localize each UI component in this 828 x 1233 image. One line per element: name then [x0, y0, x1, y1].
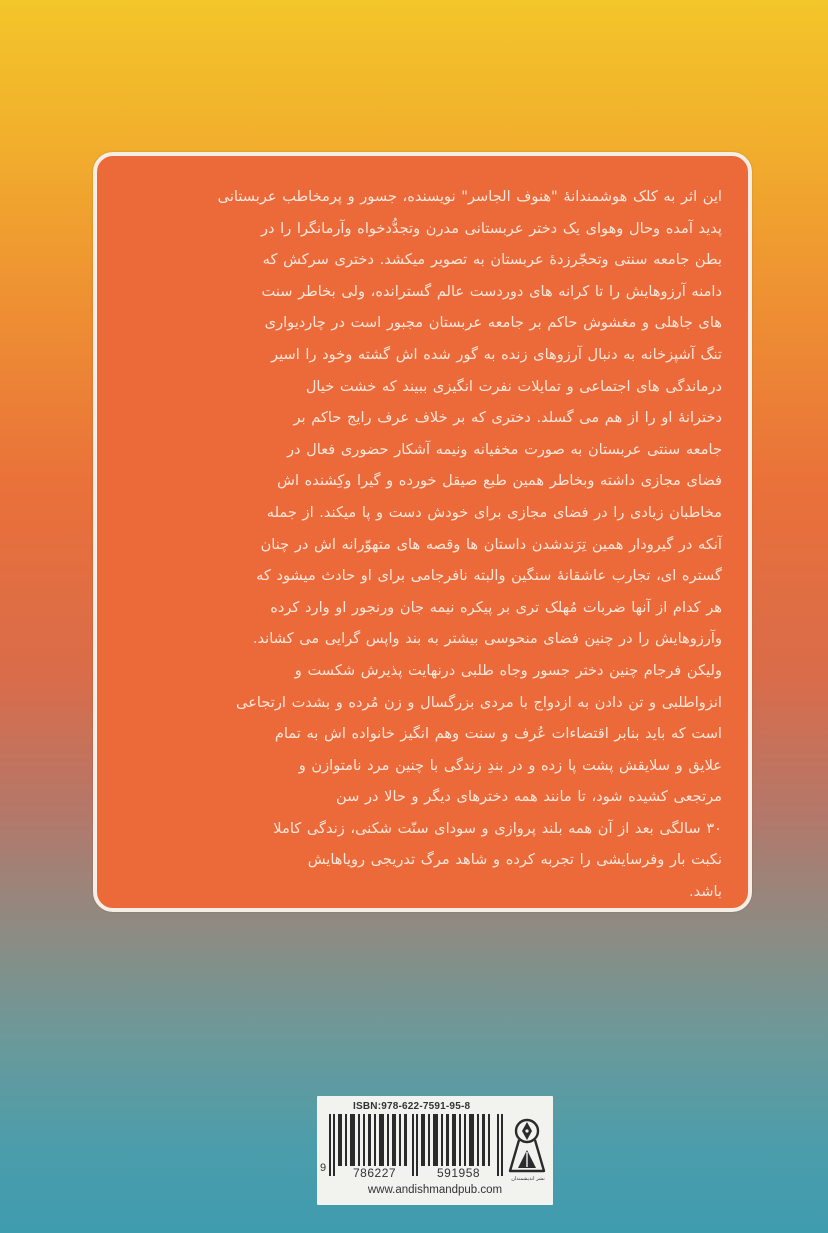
blurb-line: انزواطلبی و تن دادن به ازدواج با مردی بزرگسال و زن مُرده و بشدت ارتجاعی	[236, 693, 722, 711]
blurb-line: دخترانهٔ او را از هم می گسلد. دختری که بر خلاف عرف رایج حاکم بر	[293, 409, 722, 427]
publisher-website-link[interactable]: www.andishmandpub.com	[367, 1184, 503, 1196]
blurb-line: علایق و سلایقش پشت پا زده و در بندِ زندگی با چنین مرد نامتوازن و	[298, 756, 722, 774]
blurb-line: وآرزوهایش را در چنین فضای منحوسی بیشتر به بند واپس گرایی می کشاند.	[252, 630, 722, 648]
barcode-lead-digit: 9	[320, 1162, 327, 1174]
barcode-left-digits: 786227	[353, 1166, 397, 1180]
blurb-line: این اثر به کلک هوشمندانهٔ "هنوف الجاسر" نویسنده، جسور و پرمخاطب عربستانی	[217, 188, 722, 205]
publisher-logo-icon	[507, 1116, 547, 1176]
blurb-line: ۳۰ سالگی بعد از آن همه بلند پروازی و سودای سنّت شکنی، زندگی کاملا	[273, 819, 722, 837]
barcode-right-digits: 591958	[437, 1166, 481, 1180]
blurb-line: گستره ای، تجارب عاشقانهٔ سنگین والبته نافرجامی برای او حادث میشود که	[256, 567, 722, 585]
blurb-line: است که باید بنابر اقتضاءات عُرف و سنت وهم انگیز خانواده اش به تمام	[274, 725, 722, 743]
blurb-line: نکبت بار وفرسایشی را تجربه کرده و شاهد مرگ تدریجی رویاهایش	[307, 851, 722, 869]
blurb-line: تنگ آشپزخانه به دنبال آرزوهای زنده به گور شده اش گشته وخود را اسیر	[271, 345, 722, 363]
barcode-label	[317, 1096, 553, 1205]
blurb-line: آنکه در گیرودار همین تِرَندشدن داستان ها وقصه های متهوّرانه اش در چنان	[260, 535, 722, 553]
blurb-line: مرتجعی کشیده شود، تا مانند همه دخترهای دیگر و حالا در سن	[335, 788, 722, 806]
blurb-line: پدید آمده وحال وهوای یک دختر عربستانی مدرن وتجدُّدخواه وآرمانگرا را در	[260, 219, 722, 237]
blurb-line: باشد.	[688, 883, 722, 901]
blurb-line: هر کدام از آنها ضربات مُهلک تری بر پیکره نیمه جان ورنجور او وارد کرده	[270, 598, 722, 616]
blurb-line: بطن جامعه سنتی وتحجّرزدهٔ عربستان به تصویر میکشد. دختری سرکش که	[262, 251, 722, 269]
blurb-line: فضای مجازی داشته وبخاطر همین طبع صیقل خورده و گیرا وکِشنده اش	[277, 472, 722, 490]
blurb-text	[128, 181, 722, 908]
blurb-line: درماندگی های اجتماعی و تمایلات نفرت انگیزی ببیند که خشت خیال	[305, 377, 722, 395]
blurb-line: ولیکن فرجام چنین دختر جسور وجاه طلبی درنهایت پذیرش شکست و	[294, 661, 722, 679]
publisher-name: نشر اندیشمندان	[511, 1176, 545, 1182]
blurb-line: مخاطبان زیادی را در فضای مجازی برای خودش دست و پا میکند. از جمله	[266, 503, 722, 521]
blurb-line: های جاهلی و مغشوش حاکم بر جامعه عربستان مجبور است در چاردیواری	[264, 314, 722, 332]
blurb-line: جامعه سنتی عربستان به صورت مخفیانه ونیمه آشکار حضوری فعال در	[286, 440, 722, 458]
blurb-line: دامنه آرزوهایش را تا کرانه های دوردست عالم گسترانده، ولی بخاطر سنت	[261, 282, 722, 300]
isbn-text: ISBN:978-622-7591-95-8	[353, 1101, 471, 1112]
